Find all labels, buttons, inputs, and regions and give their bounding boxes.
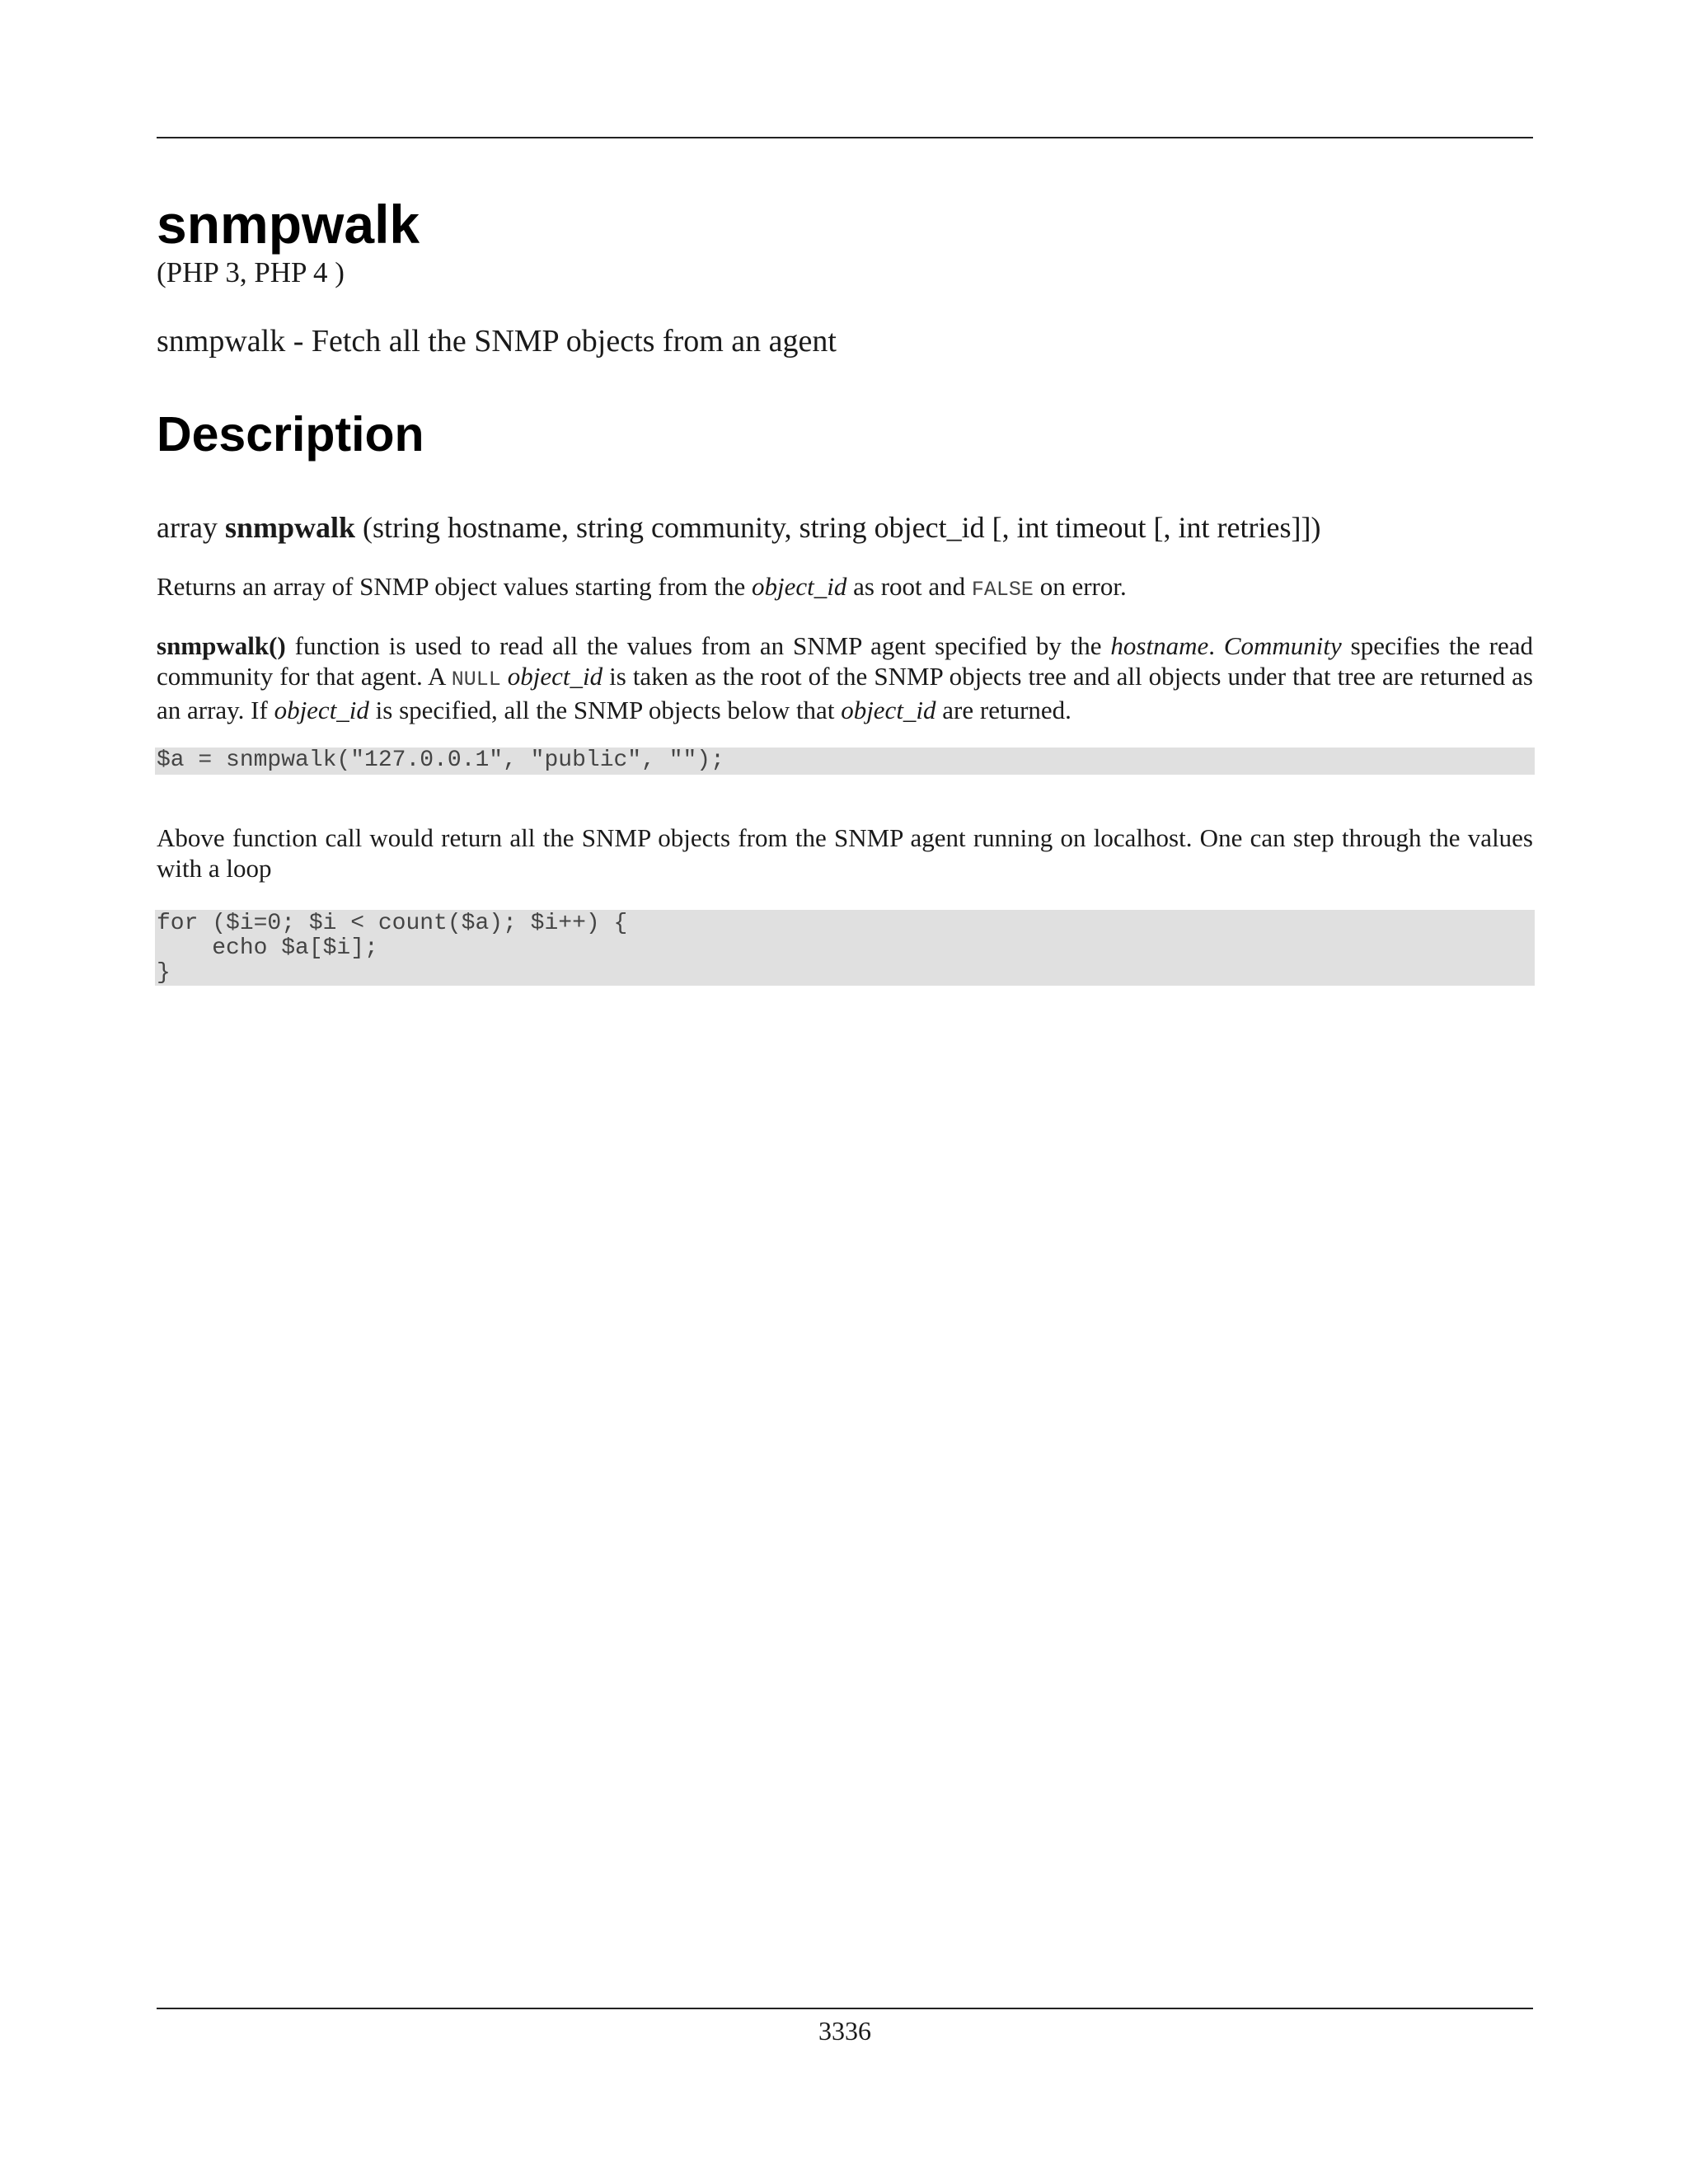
text-run: specifies the read community for that agent. A [157,631,1534,691]
param-object-id: object_id [752,572,847,601]
param-object-id: object_id [841,696,936,724]
function-reference: snmpwalk() [157,631,286,660]
text-run: on error. [1033,572,1127,601]
text-run: are returned. [935,696,1071,724]
synopsis-return-type: array [157,511,218,544]
document-page [157,0,1533,2184]
param-object-id: object_id [507,662,603,691]
text-run: function is used to read all the values from an SNMP agent specified by the [285,631,1111,660]
param-community: Community [1223,631,1342,660]
text-run: as root and [846,572,972,601]
return-value-paragraph [157,571,1533,605]
code-example-loop: for ($i=0; $i < count($a); $i++) { echo $a[$i]; } [155,910,1535,986]
footer-rule [157,2008,1533,2009]
text-run: is specified, all the SNMP objects below that [368,696,842,724]
synopsis-function-name: snmpwalk [224,511,355,544]
text-run: Returns an array of SNMP object values starting from the [157,572,753,601]
text-run [501,662,508,691]
code-example-call: $a = snmpwalk("127.0.0.1", "public", ""); [155,748,1535,775]
constant-null: NULL [451,668,501,691]
param-hostname: hostname [1110,631,1209,660]
page-number: 3336 [818,2016,871,2046]
function-purpose: snmpwalk - Fetch all the SNMP objects from an agent [157,324,837,359]
header-rule [157,137,1533,138]
text-run: is taken as the root of the SNMP objects tree and all objects under that tree are returned as an array. If [157,662,1533,724]
constant-false: FALSE [971,578,1034,602]
synopsis-params: (string hostname, string community, string object_id [, int timeout [, int retries]]) [363,511,1321,544]
section-heading-description: Description [157,407,424,462]
page-title: snmpwalk [157,194,420,255]
php-versions: (PHP 3, PHP 4 ) [157,256,345,288]
description-paragraph [157,630,1533,725]
loop-explanation-paragraph: Above function call would return all the SNMP objects from the SNMP agent running on localhost. One can step through the values with a loop [157,823,1533,883]
function-synopsis [157,509,1320,546]
text-run: . [1208,631,1224,660]
param-object-id: object_id [274,696,369,724]
